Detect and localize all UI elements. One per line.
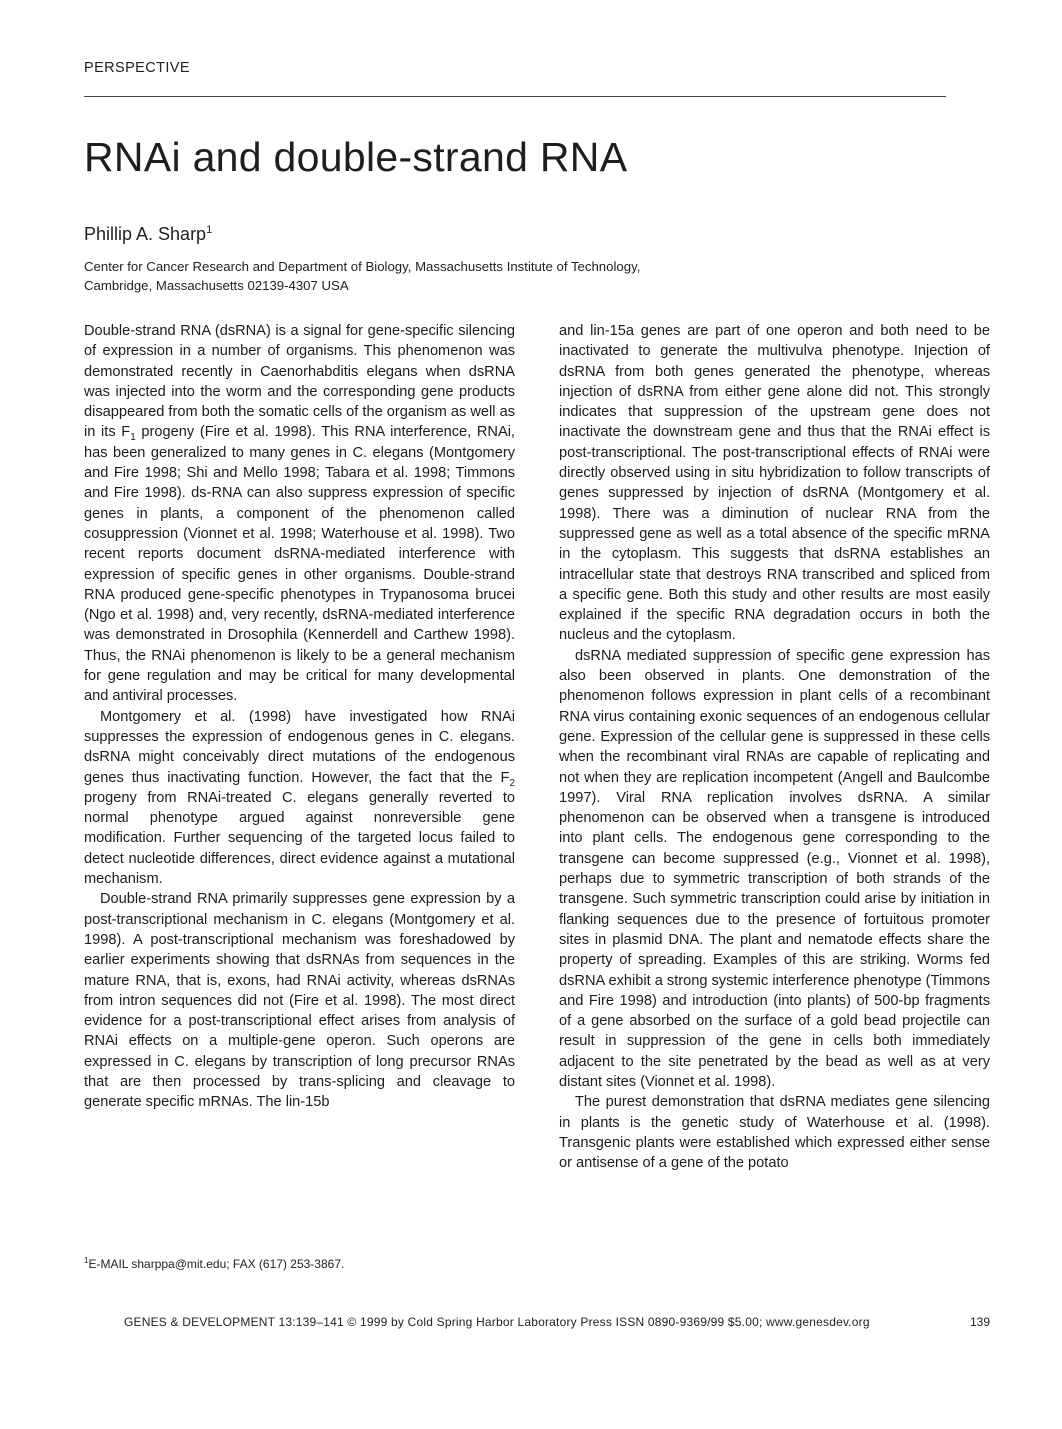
header-rule	[84, 96, 946, 97]
paragraph-text: Montgomery et al. (1998) have investigated how RNAi suppresses the expression of endogenous genes in C. elegans. dsRNA might conceivably direct mutations of the endogenous genes thus inactivating function. However, the fact that the F	[84, 708, 515, 786]
footnote-marker: 1	[84, 1256, 89, 1265]
article-title: RNAi and double-strand RNA	[84, 134, 628, 180]
body-paragraph: dsRNA mediated suppression of specific gene expression has also been observed in plants. One demonstration of the phenomenon follows expression in plant cells of a recombinant RNA virus containing exonic sequences of an endogenous cellular gene. Expression of the cellular gene is suppressed in these cells when the recombinant viral RNAs are capable of replicating and not when they are replication incompetent (Angell and Baulcombe 1997). Viral RNA replication involves dsRNA. A similar phenomenon can be observed when a transgene is introduced into plant cells. The endogenous gene corresponding to the transgene can become suppressed (e.g., Vionnet et al. 1998), perhaps due to symmetric transcription of both strands of the transgene. Such symmetric transcription could arise by initiation in flanking sequences due to the presence of fortuitous promoter sites in plasmid DNA. The plant and nematode effects share the property of spreading. Examples of this are striking. Worms fed dsRNA exhibit a strong systemic interference phenotype (Timmons and Fire 1998) and introduction (into plants) of 500-bp fragments of a gene absorbed on the surface of a gold bead projectile can result in suppression of the gene in cells both immediately adjacent to the site penetrated by the bead as well as at very distant sites (Vionnet et al. 1998).	[559, 647, 990, 1090]
author-footnote-marker: 1	[206, 224, 213, 236]
subscript: 1	[130, 432, 136, 444]
paragraph-text: progeny (Fire et al. 1998). This RNA interference, RNAi, has been generalized to many genes in C. elegans (Montgomery and Fire 1998; Shi and Mello 1998; Tabara et al. 1998; Timmons and Fire 1998). ds-RNA can also suppress expression of specific genes in plants, a component of the phenomenon called cosuppression (Vionnet et al. 1998; Waterhouse et al. 1998). Two recent reports document dsRNA-mediated interference with expression of specific genes in other organisms. Double-strand RNA produced gene-specific phenotypes in Trypanosoma brucei (Ngo et al. 1998) and, very recently, dsRNA-mediated interference was demonstrated in Drosophila (Kennerdell and Carthew 1998). Thus, the RNAi phenomenon is likely to be a general mechanism for gene regulation and may be critical for many developmental and antiviral processes.	[84, 424, 515, 705]
body-paragraph	[84, 707, 515, 890]
journal-citation-footer: GENES & DEVELOPMENT 13:139–141 © 1999 by Cold Spring Harbor Laboratory Press ISSN 0890-9369/99 $5.00; www.genesdev.org	[124, 1315, 870, 1329]
left-column	[84, 321, 515, 1113]
author-line	[84, 224, 212, 245]
body-paragraph: Double-strand RNA primarily suppresses gene expression by a post-transcriptional mechanism in C. elegans (Montgomery et al. 1998). A post-transcriptional mechanism was foreshadowed by earlier experiments showing that dsRNAs from sequences in the mature RNA, that is, exons, had RNAi activity, whereas dsRNAs from intron sequences did not (Fire et al. 1998). The most direct evidence for a post-transcriptional effect arises from analysis of RNAi effects on a multiple-gene operon. Such operons are expressed in C. elegans by transcription of long precursor RNAs that are then processed by trans-splicing and cleavage to generate specific mRNAs. The lin-15b	[84, 891, 515, 1111]
body-paragraph: The purest demonstration that dsRNA mediates gene silencing in plants is the genetic study of Waterhouse et al. (1998). Transgenic plants were established which expressed either sense or antisense of a gene of the potato	[559, 1094, 990, 1172]
body-paragraph	[84, 321, 515, 707]
body-paragraph: and lin-15a genes are part of one operon and both need to be inactivated to generate the multivulva phenotype. Injection of dsRNA from both genes generated the phenotype, whereas injection of dsRNA from either gene alone did not. This strongly indicates that suppression of the upstream gene does not inactivate the downstream gene and thus that the RNAi effect is post-transcriptional. The post-transcriptional effects of RNAi were directly observed using in situ hybridization to follow transcripts of genes suppressed by injection of dsRNA (Montgomery et al. 1998). There was a diminution of nuclear RNA from the suppressed gene as well as a total absence of the specific mRNA in the cytoplasm. This suggests that dsRNA establishes an intracellular state that destroys RNA transcribed and spliced from a specific gene. Both this study and other results are most easily explained if the specific RNA degradation occurs in both the nucleus and the cytoplasm.	[559, 323, 990, 644]
author-name: Phillip A. Sharp	[84, 224, 207, 244]
page-number: 139	[970, 1315, 991, 1329]
footnote-text: E-MAIL sharppa@mit.edu; FAX (617) 253-3867.	[88, 1257, 345, 1271]
affiliation-line: Center for Cancer Research and Department of Biology, Massachusetts Institute of Technology,	[84, 259, 641, 274]
paragraph-text: progeny from RNAi-treated C. elegans generally reverted to normal phenotype argued against nonreversible gene modification. Further sequencing of the targeted locus failed to detect nucleotide differences, direct evidence against a mutational mechanism.	[84, 789, 515, 888]
section-label: PERSPECTIVE	[84, 60, 190, 76]
affiliation-line: Cambridge, Massachusetts 02139-4307 USA	[84, 278, 349, 293]
paragraph-text: Double-strand RNA (dsRNA) is a signal for gene-specific silencing of expression in a number of organisms. This phenomenon was demonstrated recently in Caenorhabditis elegans when dsRNA was injected into the worm and the corresponding gene products disappeared from both the somatic cells of the organism as well as in its F	[84, 323, 515, 441]
subscript: 2	[509, 777, 515, 789]
right-column	[559, 321, 990, 1173]
footnote	[84, 1257, 344, 1271]
affiliation	[84, 257, 844, 295]
